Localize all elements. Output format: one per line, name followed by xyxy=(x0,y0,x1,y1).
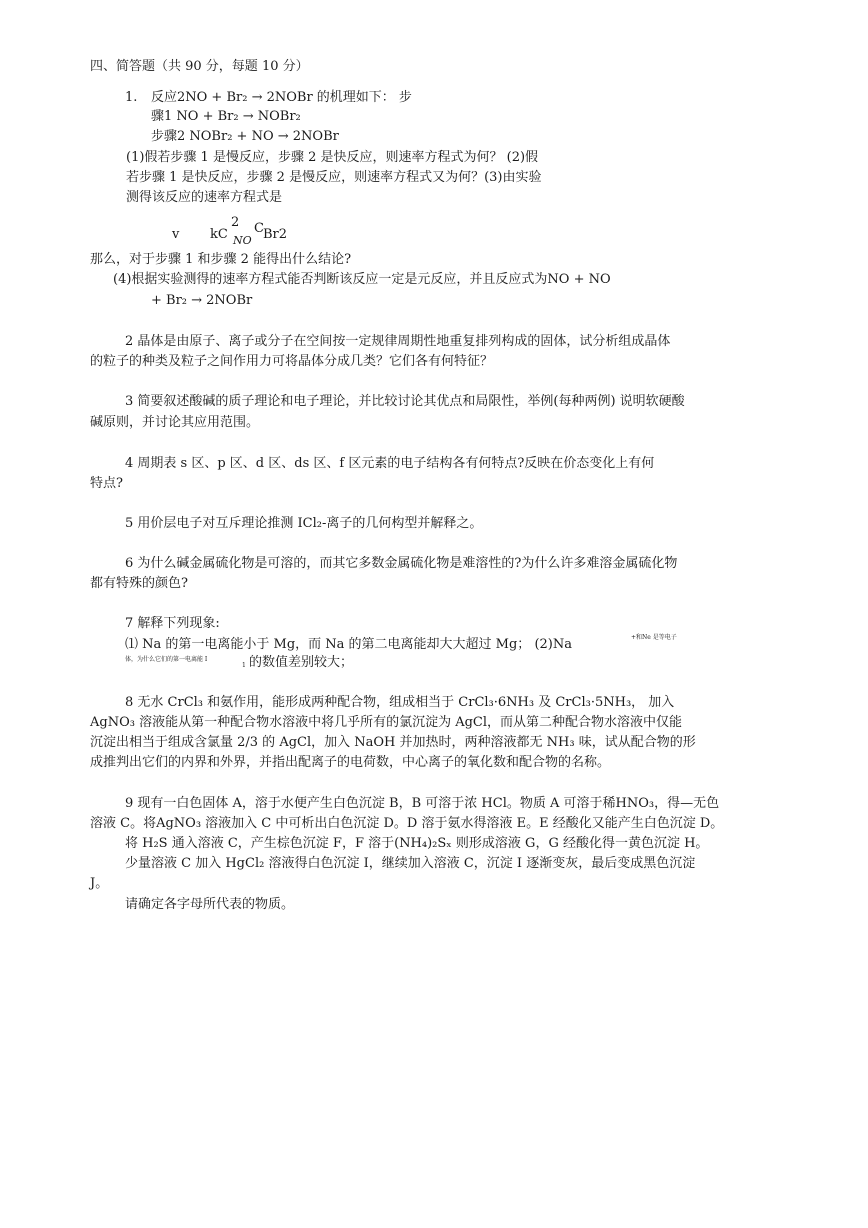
q7-i1-subscript: 1 xyxy=(242,662,246,669)
q1-line-7: 那么，对于步骤 1 和步骤 2 能得出什么结论? xyxy=(90,252,352,267)
q7-line-3: 的数值差别较大； xyxy=(249,655,354,670)
q9-line-2: 溶液 C。将AgNO₃ 溶液加入 C 中可析出白色沉淀 D。D 溶于氨水得溶液 E。E 经酸化又能产生白色沉淀 D。 xyxy=(90,816,724,831)
q4-line-1: 4 周期表 s 区、p 区、d 区、ds 区、f 区元素的电子结构各有何特点?反映在价态变化上有何 xyxy=(125,456,655,471)
q6-line-2: 都有特殊的颜色? xyxy=(90,576,188,591)
q7-line-2: ⑴ Na 的第一电离能小于 Mg，而 Na 的第二电离能却大大超过 Mg； (2)Na xyxy=(125,637,572,652)
q2-line-1: 2 晶体是由原子、离子或分子在空间按一定规律周期性地重复排列构成的固体，试分析组成晶体 xyxy=(125,334,671,349)
section-title: 四、简答题（共 90 分，每题 10 分） xyxy=(90,59,309,74)
q7-line-1: 7 解释下列现象: xyxy=(125,616,220,631)
q8-line-3: 沉淀出相当于组成含氯量 2/3 的 AgCl，加入 NaOH 并加热时，两种溶液都无 NH₃ 味，试从配合物的形 xyxy=(90,735,696,750)
q1-line-6: 测得该反应的速率方程式是 xyxy=(126,190,283,205)
q5-line-1: 5 用价层电子对互斥理论推测 ICl₂-离子的几何构型并解释之。 xyxy=(125,516,483,531)
q9-line-1: 9 现有一白色固体 A，溶于水便产生白色沉淀 B，B 可溶于浓 HCl。物质 A 可溶于稀HNO₃，得—无色 xyxy=(125,796,720,811)
q3-line-2: 碱原则，并讨论其应用范围。 xyxy=(90,415,260,430)
rate-v: v xyxy=(172,227,180,242)
q1-line-2: 骤1 NO + Br₂ → NOBr₂ xyxy=(151,109,301,124)
q1-line-9: + Br₂ → 2NOBr xyxy=(151,293,253,308)
q1-line-3: 步骤2 NOBr₂ + NO → 2NOBr xyxy=(151,129,339,144)
q1-number: 1. xyxy=(125,90,138,105)
q8-line-4: 成推判出它们的内界和外界，并指出配离子的电荷数，中心离子的氧化数和配合物的名称。 xyxy=(90,755,611,770)
q8-line-1: 8 无水 CrCl₃ 和氨作用，能形成两种配合物，组成相当于 CrCl₃·6NH₃ 及 CrCl₃·5NH₃， 加入 xyxy=(125,695,675,710)
q7-small-line: 体，为什么它们的第一电离能 I xyxy=(125,656,208,663)
rate-exponent: 2 xyxy=(231,215,240,230)
q9-line-6: 请确定各字母所代表的物质。 xyxy=(125,897,295,912)
q1-line-5: 若步骤 1 是快反应，步骤 2 是慢反应，则速率方程式又为何？(3)由实验 xyxy=(126,170,542,185)
q7-superscript-note: +和Ne 是等电子 xyxy=(631,634,677,641)
rate-no-subscript: NO xyxy=(233,234,252,247)
q9-line-4: 少量溶液 C 加入 HgCl₂ 溶液得白色沉淀 I，继续加入溶液 C，沉淀 I 逐渐变灰，最后变成黑色沉淀 xyxy=(125,856,696,871)
q4-line-2: 特点? xyxy=(90,476,123,491)
q9-line-5: J。 xyxy=(90,876,109,891)
rate-br2: Br2 xyxy=(263,227,288,242)
q1-line-1: 反应2NO + Br₂ → 2NOBr 的机理如下： 步 xyxy=(151,90,412,105)
q8-line-2: AgNO₃ 溶液能从第一种配合物水溶液中将几乎所有的氯沉淀为 AgCl，而从第二种配合物水溶液中仅能 xyxy=(90,715,683,730)
rate-kc: kC xyxy=(210,227,228,242)
q2-line-2: 的粒子的种类及粒子之间作用力可将晶体分成几类？它们各有何特征？ xyxy=(90,354,494,369)
q9-line-3: 将 H₂S 通入溶液 C，产生棕色沉淀 F，F 溶于(NH₄)₂Sₓ 则形成溶液 G，G 经酸化得一黄色沉淀 H。 xyxy=(125,836,709,851)
q3-line-1: 3 简要叙述酸碱的质子理论和电子理论，并比较讨论其优点和局限性，举例(每种两例) 说明软硬酸 xyxy=(125,394,685,409)
q1-line-4: (1)假若步骤 1 是慢反应，步骤 2 是快反应，则速率方程式为何？ (2)假 xyxy=(126,150,539,165)
rate-c: C xyxy=(254,221,264,236)
q6-line-1: 6 为什么碱金属硫化物是可溶的，而其它多数金属硫化物是难溶性的?为什么许多难溶金属硫化物 xyxy=(125,556,678,571)
q1-line-8: (4)根据实验测得的速率方程式能否判断该反应一定是元反应，并且反应式为NO + NO xyxy=(113,272,611,287)
